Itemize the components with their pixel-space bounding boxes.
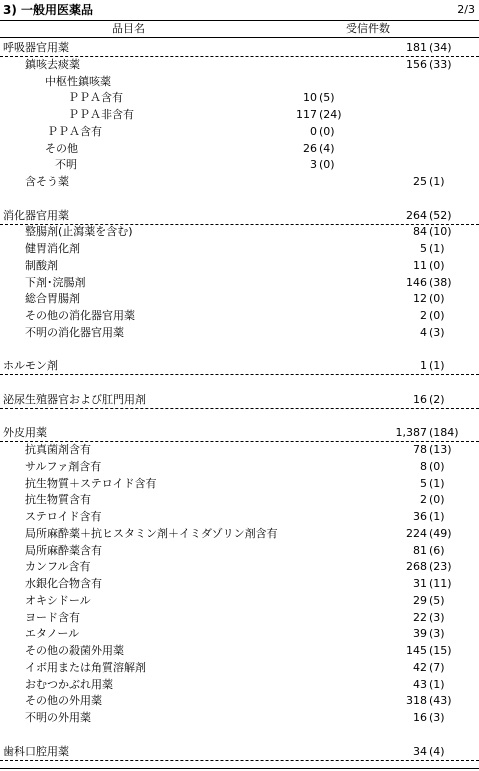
column-header: [0, 20, 479, 38]
row-count: 22: [413, 610, 427, 624]
row-count: 78: [413, 443, 427, 456]
table-row: [0, 224, 479, 240]
table-row: [0, 677, 479, 693]
row-label: 総合胃腸剤: [25, 292, 80, 306]
row-serious-count: (184): [429, 426, 459, 440]
row-label: その他の殺菌外用薬: [25, 644, 124, 657]
row-serious-count: (1): [429, 510, 445, 523]
row-serious-count: (5): [429, 593, 445, 607]
table-row: [0, 459, 479, 475]
row-serious-count: (0): [429, 292, 445, 306]
row-serious-count: (6): [429, 543, 445, 557]
table-row: [0, 509, 479, 525]
table-row: [0, 157, 479, 173]
row-serious-count: (52): [429, 208, 452, 222]
row-label: 含そう薬: [25, 175, 69, 188]
row-serious-count: (4): [319, 141, 335, 155]
row-count: 1,387: [395, 426, 427, 440]
row-count: 16: [413, 711, 427, 724]
row-serious-count: (0): [429, 493, 445, 507]
row-count: 31: [413, 577, 427, 590]
row-count: 4: [420, 325, 427, 339]
row-count: 12: [413, 292, 427, 306]
row-serious-count: (1): [429, 476, 445, 490]
row-label: 下剤･浣腸剤: [25, 275, 86, 289]
row-serious-count: (5): [319, 91, 335, 105]
row-serious-count: (4): [429, 744, 445, 758]
row-count: 268: [406, 560, 427, 574]
row-label: 歯科口腔用薬: [3, 744, 69, 758]
row-serious-count: (0): [319, 158, 335, 172]
row-label: 不明の外用薬: [25, 711, 91, 724]
bottom-rule: [0, 768, 479, 769]
row-count: 39: [413, 627, 427, 641]
page-number: 2/3: [457, 3, 475, 16]
row-label: ホルモン剤: [3, 359, 58, 373]
row-label: ステロイド含有: [25, 510, 102, 523]
row-serious-count: (15): [429, 644, 452, 657]
row-count: 8: [420, 459, 427, 473]
category-row: [0, 744, 479, 761]
row-count: 43: [413, 677, 427, 691]
row-count: 10: [303, 91, 317, 105]
row-serious-count: (3): [429, 711, 445, 724]
row-count: 145: [406, 644, 427, 657]
row-count: 34: [413, 744, 427, 758]
row-serious-count: (24): [319, 108, 342, 121]
row-serious-count: (34): [429, 41, 452, 54]
table-row: [0, 559, 479, 575]
row-serious-count: (1): [429, 175, 445, 188]
row-count: 181: [406, 41, 427, 54]
category-row: [0, 392, 479, 409]
row-serious-count: (3): [429, 610, 445, 624]
row-count: 3: [310, 158, 317, 172]
row-label: 抗生物質含有: [25, 493, 91, 507]
row-label: 水銀化合物含有: [25, 577, 102, 590]
row-serious-count: (0): [429, 459, 445, 473]
row-count: 264: [406, 208, 427, 222]
row-serious-count: (10): [429, 225, 452, 239]
table-row: [0, 710, 479, 726]
row-label: 局所麻酔薬含有: [25, 543, 102, 557]
row-label: 消化器官用薬: [3, 208, 69, 222]
row-serious-count: (7): [429, 660, 445, 674]
row-serious-count: (13): [429, 443, 452, 456]
row-label: 中枢性鎮咳薬: [45, 74, 111, 88]
row-label: カンフル含有: [25, 560, 91, 574]
table-row: [0, 543, 479, 559]
table-row: [0, 492, 479, 508]
row-label: その他の外用薬: [25, 694, 102, 708]
table-row: [0, 174, 479, 190]
row-label: エタノール: [25, 627, 80, 641]
table-row: [0, 593, 479, 609]
table-row: [0, 442, 479, 458]
row-count: 11: [413, 258, 427, 272]
table-row: [0, 275, 479, 291]
row-serious-count: (0): [319, 124, 335, 138]
table-row: [0, 57, 479, 73]
row-label: 抗生物質＋ステロイド含有: [25, 476, 157, 490]
row-count: 146: [406, 275, 427, 289]
row-count: 36: [413, 510, 427, 523]
row-serious-count: (0): [429, 258, 445, 272]
table-row: [0, 141, 479, 157]
row-label: 不明: [55, 158, 77, 172]
category-row: [0, 358, 479, 375]
row-count: 224: [406, 526, 427, 540]
row-count: 318: [406, 694, 427, 708]
row-label: 抗真菌剤含有: [25, 443, 91, 456]
row-label: 不明の消化器官用薬: [25, 325, 124, 339]
row-count: 81: [413, 543, 427, 557]
row-count: 156: [406, 57, 427, 71]
row-label: 外皮用薬: [3, 426, 47, 440]
row-count: 117: [296, 108, 317, 121]
row-label: 呼吸器官用薬: [3, 41, 69, 54]
row-count: 2: [420, 493, 427, 507]
row-serious-count: (1): [429, 677, 445, 691]
table-row: [0, 308, 479, 324]
row-label: 局所麻酔薬＋抗ヒスタミン剤＋イミダゾリン剤含有: [25, 526, 278, 540]
page-header: [3, 2, 477, 18]
table-row: [0, 610, 479, 626]
table-row: [0, 693, 479, 709]
row-label: 健胃消化剤: [25, 242, 80, 255]
row-label: 鎮咳去痰薬: [25, 57, 80, 71]
row-label: 整腸剤(止瀉薬を含む): [25, 225, 133, 239]
row-label: 泌尿生殖器官および肛門用剤: [3, 392, 146, 406]
row-serious-count: (43): [429, 694, 452, 708]
row-count: 2: [420, 309, 427, 322]
table-row: [0, 576, 479, 592]
table-row: [0, 90, 479, 106]
row-label: その他: [45, 141, 78, 155]
section-title: 3) 一般用医薬品: [3, 3, 94, 17]
row-count: 25: [413, 175, 427, 188]
row-count: 26: [303, 141, 317, 155]
row-serious-count: (3): [429, 627, 445, 641]
category-row: [0, 425, 479, 442]
row-label: その他の消化器官用薬: [25, 309, 135, 322]
row-serious-count: (33): [429, 57, 452, 71]
row-label: ＰＰＡ含有: [47, 124, 102, 138]
row-label: 制酸剤: [25, 258, 58, 272]
row-serious-count: (1): [429, 359, 445, 373]
row-label: おむつかぶれ用薬: [25, 677, 113, 691]
row-count: 5: [420, 476, 427, 490]
table-row: [0, 476, 479, 492]
table-row: [0, 325, 479, 341]
table-row: [0, 258, 479, 274]
row-count: 1: [420, 359, 427, 373]
table-row: [0, 526, 479, 542]
row-serious-count: (11): [429, 577, 452, 590]
row-label: サルファ剤含有: [25, 459, 102, 473]
row-serious-count: (23): [429, 560, 452, 574]
row-label: ヨード含有: [25, 610, 80, 624]
row-count: 42: [413, 660, 427, 674]
table-row: [0, 241, 479, 257]
row-count: 16: [413, 392, 427, 406]
row-label: オキシドール: [25, 593, 91, 607]
row-label: ＰＰＡ非含有: [68, 108, 134, 121]
column-header-count: 受信件数: [346, 22, 390, 35]
row-serious-count: (38): [429, 275, 452, 289]
table-row: [0, 643, 479, 659]
row-serious-count: (0): [429, 309, 445, 322]
row-serious-count: (3): [429, 325, 445, 339]
table-row: [0, 107, 479, 123]
table-row: [0, 660, 479, 676]
column-header-name: 品目名: [112, 22, 145, 35]
category-row: [0, 208, 479, 225]
row-count: 84: [413, 225, 427, 239]
row-count: 5: [420, 242, 427, 255]
row-count: 0: [310, 124, 317, 138]
category-row: [0, 40, 479, 57]
row-serious-count: (2): [429, 392, 445, 406]
table-row: [0, 124, 479, 140]
row-label: ＰＰＡ含有: [68, 91, 123, 105]
row-serious-count: (49): [429, 526, 452, 540]
row-serious-count: (1): [429, 242, 445, 255]
row-count: 29: [413, 593, 427, 607]
row-label: イボ用または角質溶解剤: [25, 660, 146, 674]
table-row: [0, 291, 479, 307]
table-row: [0, 626, 479, 642]
table-row: [0, 74, 479, 90]
